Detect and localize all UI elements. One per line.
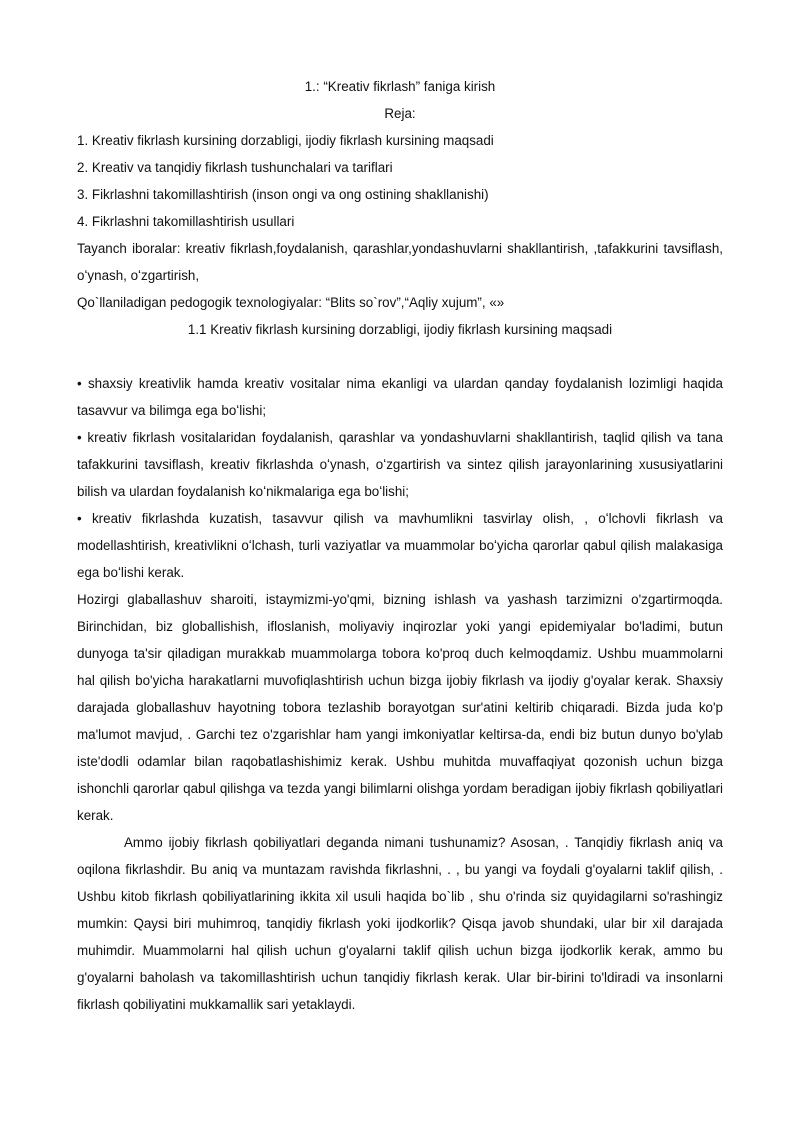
- document-title: 1.: “Kreativ fikrlash” faniga kirish: [304, 79, 496, 94]
- plan-item: 2. Kreativ va tanqidiy fikrlash tushunchalari va tariflari: [77, 160, 393, 175]
- bullet-item: • kreativ fikrlashda kuzatish, tasavvur qilish va mavhumlikni tasvirlay olish, , oʻlchovli fikrlash va modellashtirish, kreativlikni oʻlchash, turli vaziyatlar va muammolar boʻyicha qarorlar qabul qilish malakasiga ega boʻlishi kerak.: [77, 511, 723, 580]
- bullet-item: • kreativ fikrlash vositalaridan foydalanish, qarashlar va yondashuvlarni shakllantirish, taqlid qilish va tana tafakkurini tavsiflash, kreativ fikrlashda oʻynash, oʻzgartirish va sintez qilish jarayonlarining xususiyatlarini bilish va ulardan foydalanish koʻnikmalariga ega boʻlishi;: [77, 430, 723, 499]
- body-paragraph: Ammo ijobiy fikrlash qobiliyatlari deganda nimani tushunamiz? Asosan, . Tanqidiy fikrlash aniq va oqilona fikrlashdir. Bu aniq va muntazam ravishda fikrlashni, . , bu yangi va foydali g'oyalarni taklif qilish, . Ushbu kitob fikrlash qobiliyatlarining ikkita xil usuli haqida bo`lib , shu o'rinda siz quyidagilarni so'rashingiz mumkin: Qaysi biri muhimroq, tanqidiy fikrlash yoki ijodkorlik? Qisqa javob shundaki, ular bir xil darajada muhimdir. Muammolarni hal qilish uchun g'oyalarni taklif qilish uchun bizga ijodkorlik kerak, ammo bu g'oyalarni baholash va takomillashtirish uchun tanqidiy fikrlash kerak. Ular bir-birini to'ldiradi va insonlarni fikrlash qobiliyatini mukkamallik sari yetaklaydi.: [77, 835, 723, 1012]
- blank-line: [77, 343, 723, 370]
- technologies-paragraph: Qo`llaniladigan pedogogik texnologiyalar: “Blits so`rov”,“Aqliy xujum”, «»: [77, 295, 505, 310]
- plan-item: 1. Kreativ fikrlash kursining dorzabligi, ijodiy fikrlash kursining maqsadi: [77, 133, 494, 148]
- body-paragraph: Hozirgi glaballashuv sharoiti, istaymizmi-yo'qmi, bizning ishlash va yashash tarzimizni o'zgartirmoqda. Birinchidan, biz globallishish, ifloslanish, moliyaviy inqirozlar yoki yangi epidemiyalar bo'ladimi, butun dunyoga ta'sir qiladigan murakkab muammolarga tobora ko'proq duch kelmoqdamiz. Ushbu muammolarni hal qilish bo'yicha harakatlarni muvofiqlashtirish uchun bizga ijobiy fikrlash va ijodiy g'oyalar kerak. Shaxsiy darajada globallashuv hayotning tobora tezlashib borayotgan sur'atini keltirib chiqaradi. Bizda juda ko'p ma'lumot mavjud, . Garchi tez o'zgarishlar ham yangi imkoniyatlar keltirsa-da, endi biz butun dunyo bo'ylab iste'dodli odamlar bilan raqobatlashishimiz kerak. Ushbu muhitda muvaffaqiyat qozonish uchun bizga ishonchli qarorlar qabul qilishga va tezda yangi bilimlarni olishga yordam beradigan ijobiy fikrlash qobiliyatlari kerak.: [77, 592, 723, 823]
- plan-item: 4. Fikrlashni takomillashtirish usullari: [77, 214, 295, 229]
- bullet-item: • shaxsiy kreativlik hamda kreativ vositalar nima ekanligi va ulardan qanday foydalanish lozimligi haqida tasavvur va bilimga ega boʻlishi;: [77, 376, 723, 418]
- plan-heading: Reja:: [384, 106, 416, 121]
- section-title: 1.1 Kreativ fikrlash kursining dorzabligi, ijodiy fikrlash kursining maqsadi: [187, 322, 613, 337]
- document-page: [77, 73, 723, 1018]
- plan-item: 3. Fikrlashni takomillashtirish (inson ongi va ong ostining shakllanishi): [77, 187, 489, 202]
- keywords-paragraph: Tayanch iboralar: kreativ fikrlash,foydalanish, qarashlar,yondashuvlarni shakllantirish, ,tafakkurini tavsiflash, oʻynash, oʻzgartirish,: [77, 241, 723, 283]
